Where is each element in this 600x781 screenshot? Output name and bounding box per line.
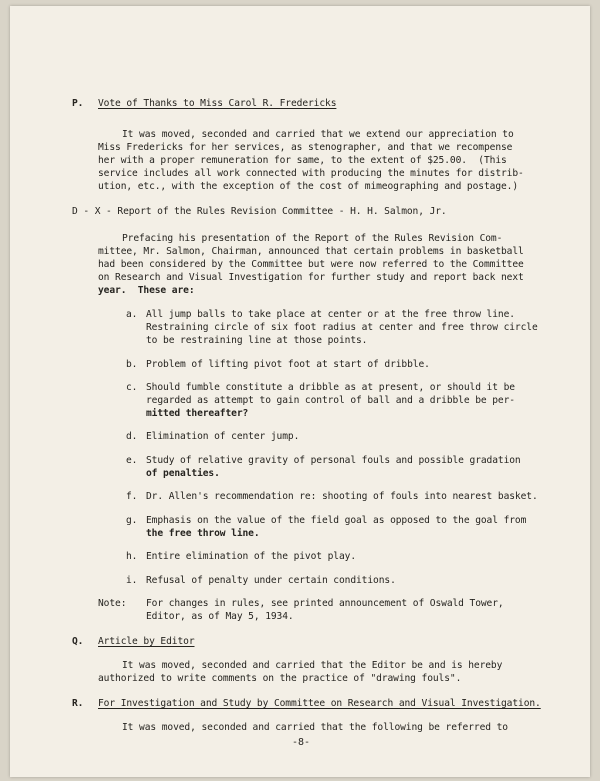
item-text: Entire elimination of the pivot play. bbox=[146, 551, 357, 562]
item-text: the free throw line. bbox=[146, 528, 260, 539]
paragraph-line: It was moved, seconded and carried that we extend our appreciation to bbox=[122, 129, 514, 140]
item-text: Study of relative gravity of personal fouls and possible gradation bbox=[146, 455, 521, 466]
note-text: Editor, as of May 5, 1934. bbox=[146, 611, 294, 622]
item-letter: b. bbox=[126, 359, 138, 370]
document-page bbox=[10, 6, 590, 777]
item-letter: i. bbox=[126, 575, 138, 586]
note-text: For changes in rules, see printed announcement of Oswald Tower, bbox=[146, 598, 504, 609]
section-label: R. bbox=[72, 698, 84, 709]
section-heading: Article by Editor bbox=[98, 636, 195, 647]
paragraph-line: Prefacing his presentation of the Report of the Rules Revision Com- bbox=[122, 233, 503, 244]
item-text: Elimination of center jump. bbox=[146, 431, 300, 442]
item-text: Restraining circle of six foot radius at center and free throw circle bbox=[146, 322, 538, 333]
section-label: Q. bbox=[72, 636, 84, 647]
section-heading: For Investigation and Study by Committee on Research and Visual Investigation. bbox=[98, 698, 541, 709]
item-letter: g. bbox=[126, 515, 138, 526]
item-text: All jump balls to take place at center or at the free throw line. bbox=[146, 309, 515, 320]
paragraph-line: It was moved, seconded and carried that the Editor be and is hereby bbox=[122, 660, 503, 671]
section-heading: Vote of Thanks to Miss Carol R. Fredericks bbox=[98, 98, 337, 109]
paragraph-line: her with a proper remuneration for same, to the extent of $25.00. (This bbox=[98, 155, 507, 166]
item-text: Should fumble constitute a dribble as at present, or should it be bbox=[146, 382, 515, 393]
paragraph-line: authorized to write comments on the practice of "drawing fouls". bbox=[98, 673, 462, 684]
item-text: regarded as attempt to gain control of ball and a dribble be per- bbox=[146, 395, 515, 406]
paragraph-line: It was moved, seconded and carried that the following be referred to bbox=[122, 722, 508, 733]
paragraph-line: mittee, Mr. Salmon, Chairman, announced that certain problems in basketball bbox=[98, 246, 524, 257]
section-heading: D - X - Report of the Rules Revision Committee - H. H. Salmon, Jr. bbox=[72, 206, 447, 217]
page-number: -8- bbox=[292, 737, 311, 748]
item-letter: a. bbox=[126, 309, 138, 320]
item-text: of penalties. bbox=[146, 468, 220, 479]
item-text: Dr. Allen's recommendation re: shooting of fouls into nearest basket. bbox=[146, 491, 538, 502]
paragraph-line: on Research and Visual Investigation for further study and report back next bbox=[98, 272, 524, 283]
paragraph-line: had been considered by the Committee but were now referred to the Committee bbox=[98, 259, 524, 270]
item-letter: f. bbox=[126, 491, 138, 502]
paragraph-line: service includes all work connected with producing the minutes for distrib- bbox=[98, 168, 524, 179]
item-letter: c. bbox=[126, 382, 138, 393]
note-label: Note: bbox=[98, 598, 127, 609]
item-text: Emphasis on the value of the field goal as opposed to the goal from bbox=[146, 515, 527, 526]
item-text: Problem of lifting pivot foot at start of dribble. bbox=[146, 359, 430, 370]
paragraph-line: ution, etc., with the exception of the cost of mimeographing and postage.) bbox=[98, 181, 519, 192]
item-text: to be restraining line at those points. bbox=[146, 335, 368, 346]
item-letter: e. bbox=[126, 455, 138, 466]
section-label: P. bbox=[72, 98, 84, 109]
item-text: Refusal of penalty under certain conditions. bbox=[146, 575, 396, 586]
item-text: mitted thereafter? bbox=[146, 408, 249, 419]
paragraph-line: Miss Fredericks for her services, as stenographer, and that we recompense bbox=[98, 142, 513, 153]
item-letter: d. bbox=[126, 431, 138, 442]
paragraph-line: year. These are: bbox=[98, 285, 195, 296]
item-letter: h. bbox=[126, 551, 138, 562]
